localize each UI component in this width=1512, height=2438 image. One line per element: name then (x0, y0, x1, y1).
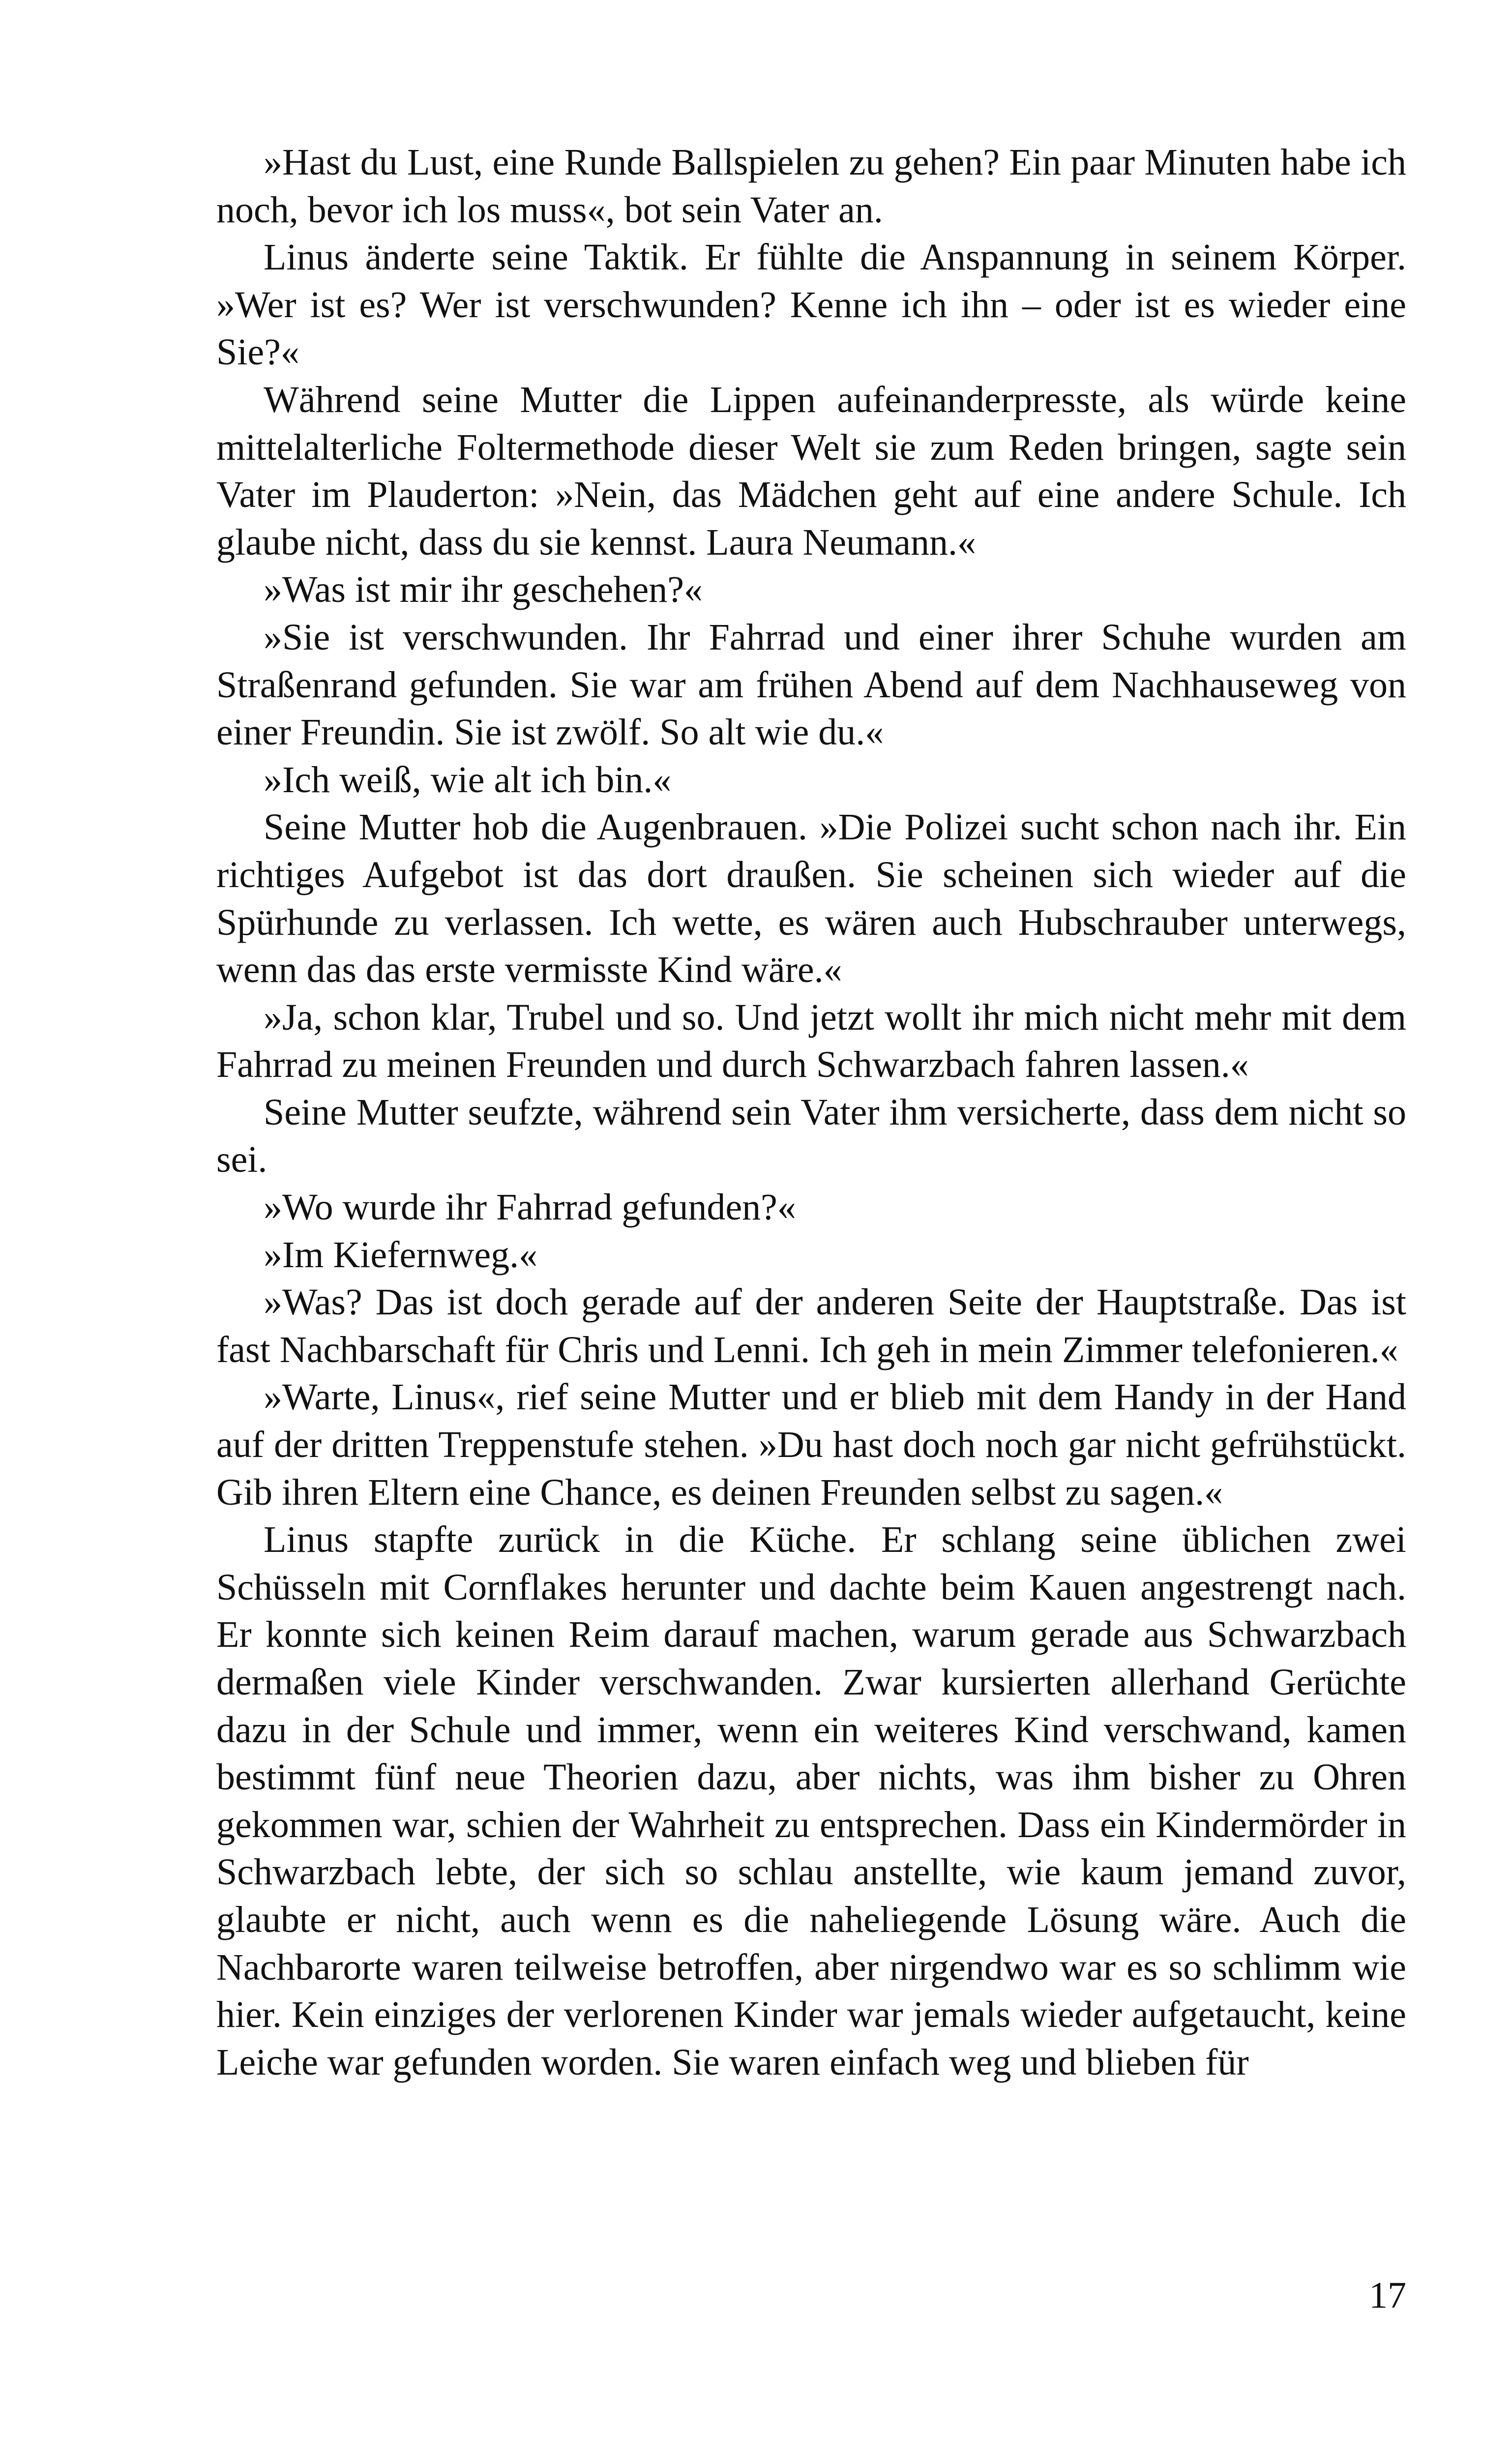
paragraph: Linus stapfte zurück in die Küche. Er schlang seine üblichen zwei Schüsseln mit Cornflakes herunter und dachte beim Kauen angestrengt nach. Er konnte sich keinen Reim darauf machen, warum gerade aus Schwarzbach dermaßen viele Kinder verschwanden. Zwar kursierten allerhand Gerüchte dazu in der Schule und immer, wenn ein weiteres Kind verschwand, kamen bestimmt fünf neue Theorien dazu, aber nichts, was ihm bisher zu Ohren gekommen war, schien der Wahrheit zu entsprechen. Dass ein Kindermörder in Schwarzbach lebte, der sich so schlau anstellte, wie kaum jemand zuvor, glaubte er nicht, auch wenn es die naheliegende Lösung wäre. Auch die Nachbarorte waren teilweise betroffen, aber nirgendwo war es so schlimm wie hier. Kein einziges der verlorenen Kinder war jemals wieder aufgetaucht, keine Leiche war gefunden worden. Sie waren einfach weg und blieben für (216, 1519, 1406, 2083)
paragraph: Seine Mutter hob die Augenbrauen. »Die Polizei sucht schon nach ihr. Ein richtiges Aufgebot ist das dort draußen. Sie scheinen sich wieder auf die Spürhunde zu verlassen. Ich wette, es wären auch Hubschrauber unterwegs, wenn das das erste vermisste Kind wäre.« (216, 806, 1406, 991)
paragraph: »Was ist mir ihr geschehen?« (264, 569, 703, 611)
paragraph: Während seine Mutter die Lippen aufeinanderpresste, als würde keine mittelalterliche Foltermethode dieser Welt sie zum Reden bringen, sagte sein Vater im Plauderton: »Nein, das Mädchen geht auf eine andere Schule. Ich glaube nicht, dass du sie kennst. Laura Neumann.« (216, 379, 1406, 563)
paragraph: »Sie ist verschwunden. Ihr Fahrrad und einer ihrer Schuhe wurden am Straßenrand gefunden. Sie war am frühen Abend auf dem Nachhauseweg von einer Freundin. Sie ist zwölf. So alt wie du.« (216, 616, 1406, 753)
paragraph: Seine Mutter seufzte, während sein Vater ihm versicherte, dass dem nicht so sei. (216, 1091, 1406, 1181)
paragraph: »Warte, Linus«, rief seine Mutter und er blieb mit dem Handy in der Hand auf der dritten Treppenstufe stehen. »Du hast doch noch gar nicht gefrühstückt. Gib ihren Eltern eine Chance, es deinen Freunden selbst zu sagen.« (216, 1376, 1406, 1513)
paragraph: »Was? Das ist doch gerade auf der anderen Seite der Hauptstraße. Das ist fast Nachbarschaft für Chris und Lenni. Ich geh in mein Zimmer telefonieren.« (216, 1281, 1406, 1370)
paragraph: »Hast du Lust, eine Runde Ballspielen zu gehen? Ein paar Minuten habe ich noch, bevor ich los muss«, bot sein Vater an. (216, 142, 1406, 231)
paragraph: »Ich weiß, wie alt ich bin.« (264, 759, 672, 801)
body-text (216, 139, 1406, 2086)
page-number: 17 (1369, 2275, 1406, 2316)
paragraph: »Im Kiefernweg.« (264, 1234, 538, 1276)
paragraph: »Wo wurde ihr Fahrrad gefunden?« (264, 1187, 796, 1228)
paragraph: Linus änderte seine Taktik. Er fühlte die Anspannung in seinem Körper. »Wer ist es? Wer ist verschwunden? Kenne ich ihn – oder ist es wieder eine Sie?« (216, 237, 1406, 373)
paragraph: »Ja, schon klar, Trubel und so. Und jetzt wollt ihr mich nicht mehr mit dem Fahrrad zu meinen Freunden und durch Schwarzbach fahren lassen.« (216, 996, 1406, 1086)
